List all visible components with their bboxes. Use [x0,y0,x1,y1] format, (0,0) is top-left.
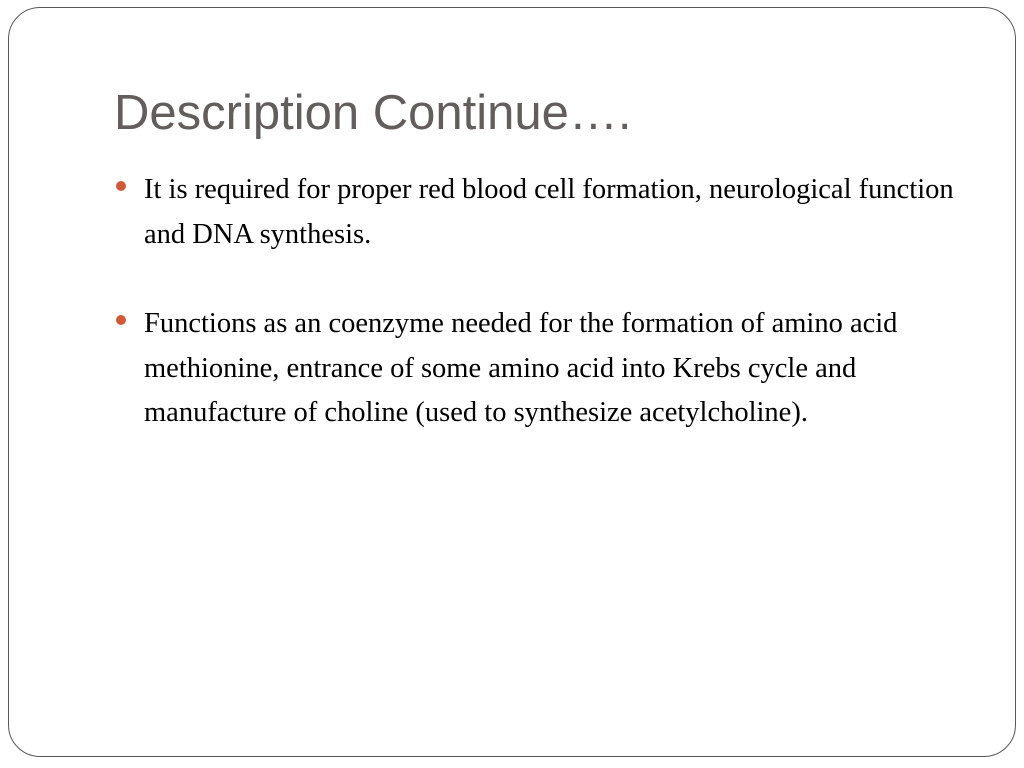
bullet-dot-icon [116,181,126,191]
bullet-item [114,168,984,257]
bullet-dot-icon [116,315,126,325]
slide-title: Description Continue…. [114,86,632,140]
bullet-text: It is required for proper red blood cell formation, neurological function and DNA synthesis. [144,174,954,250]
bullet-list [114,168,984,481]
bullet-item [114,302,984,436]
bullet-text: Functions as an coenzyme needed for the formation of amino acid methionine, entrance of some amino acid into Krebs cycle and manufacture of choline (used to synthesize acetylcholine). [144,308,898,428]
